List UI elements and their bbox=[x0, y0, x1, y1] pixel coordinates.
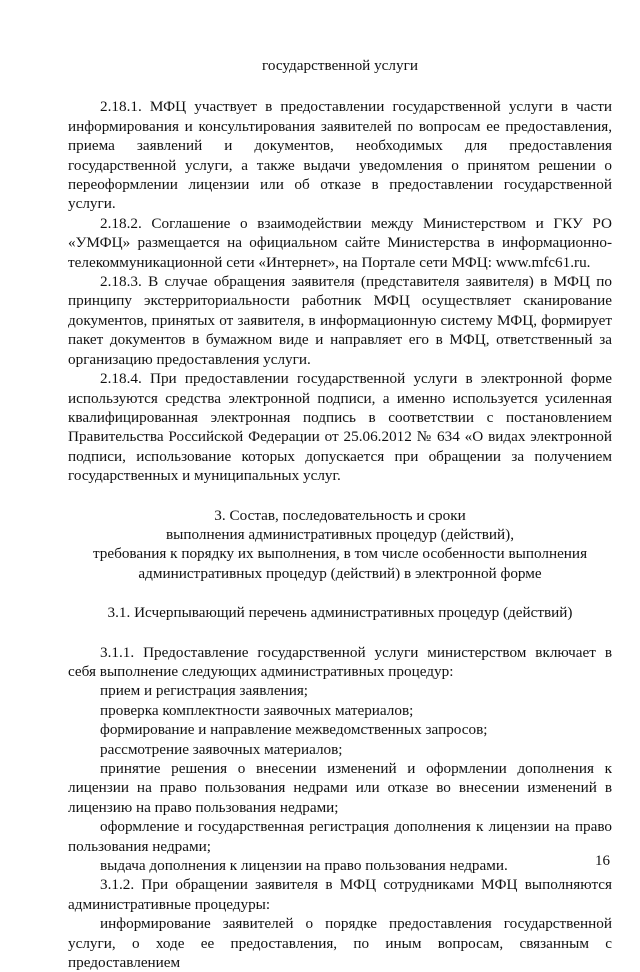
list-item: выдача дополнения к лицензии на право пользования недрами. bbox=[100, 857, 508, 875]
list-item: рассмотрение заявочных материалов; bbox=[100, 740, 343, 758]
paragraph-3-1-1: 3.1.1. Предоставление государственной услуги министерством включает в себя выполнение следующих административных процедур: bbox=[68, 643, 612, 680]
section-title-line-1: 3. Состав, последовательность и сроки bbox=[214, 506, 466, 524]
paragraph-2-18-1: 2.18.1. МФЦ участвует в предоставлении государственной услуги в части информирования и консультирования заявителей по вопросам ее предоставления, приема заявлений и документов, необходимых для предоставления государственной услуги, а также выдачи уведомления о принятом решении о переоформлении лицензии или об отказе в предоставлении государственной услуги. bbox=[68, 98, 612, 213]
list-item: проверка комплектности заявочных материалов; bbox=[100, 701, 414, 719]
spacer bbox=[68, 486, 612, 506]
paragraph-3-1-2: 3.1.2. При обращении заявителя в МФЦ сотрудниками МФЦ выполняются административные процедуры: bbox=[68, 876, 612, 913]
spacer bbox=[68, 583, 612, 603]
list-item: прием и регистрация заявления; bbox=[100, 682, 309, 700]
page-number: 16 bbox=[595, 853, 610, 869]
list-item: формирование и направление межведомственных запросов; bbox=[100, 721, 488, 739]
section-title-line-2: выполнения административных процедур (действий), bbox=[165, 525, 514, 543]
subsection-title: 3.1. Исчерпывающий перечень административных процедур (действий) bbox=[107, 604, 573, 622]
list-item: информирование заявителей о порядке предоставления государственной услуги, о ходе ее предоставления, по иным вопросам, связанным с предоставлением bbox=[68, 915, 612, 972]
section-title-line-3: требования к порядку их выполнения, в том числе особенности выполнения bbox=[92, 545, 588, 563]
spacer bbox=[68, 623, 612, 643]
paragraph-2-18-2: 2.18.2. Соглашение о взаимодействии между Министерством и ГКУ РО «УМФЦ» размещается на официальном сайте Министерства в информационно-телекоммуникационной сети «Интернет», на Портале сети МФЦ: www.mfc61.ru. bbox=[68, 214, 612, 271]
section-title-line-4: административных процедур (действий) в электронной форме bbox=[138, 564, 542, 582]
continued-heading: государственной услуги bbox=[262, 57, 418, 74]
list-item: принятие решения о внесении изменений и оформлении дополнения к лицензии на право пользования недрами или отказе во внесении изменений в лицензию на право пользования недрами; bbox=[68, 760, 612, 816]
spacer bbox=[68, 75, 612, 97]
document-page bbox=[68, 56, 612, 972]
list-item: оформление и государственная регистрация дополнения к лицензии на право пользования недрами; bbox=[68, 818, 612, 855]
paragraph-2-18-4: 2.18.4. При предоставлении государственной услуги в электронной форме используются средства электронной подписи, а именно используется усиленная квалифицированная электронная подпись в соответствии с постановлением Правительства Российской Федерации от 25.06.2012 № 634 «О видах электронной подписи, использование которых допускается при обращении за получением государственных и муниципальных услуг. bbox=[68, 370, 612, 485]
paragraph-2-18-3: 2.18.3. В случае обращения заявителя (представителя заявителя) в МФЦ по принципу экстерриториальности работник МФЦ осуществляет сканирование документов, принятых от заявителя, в информационную систему МФЦ, формирует пакет документов в бумажном виде и направляет его в МФЦ, ответственный за организацию предоставления услуги. bbox=[68, 273, 612, 368]
